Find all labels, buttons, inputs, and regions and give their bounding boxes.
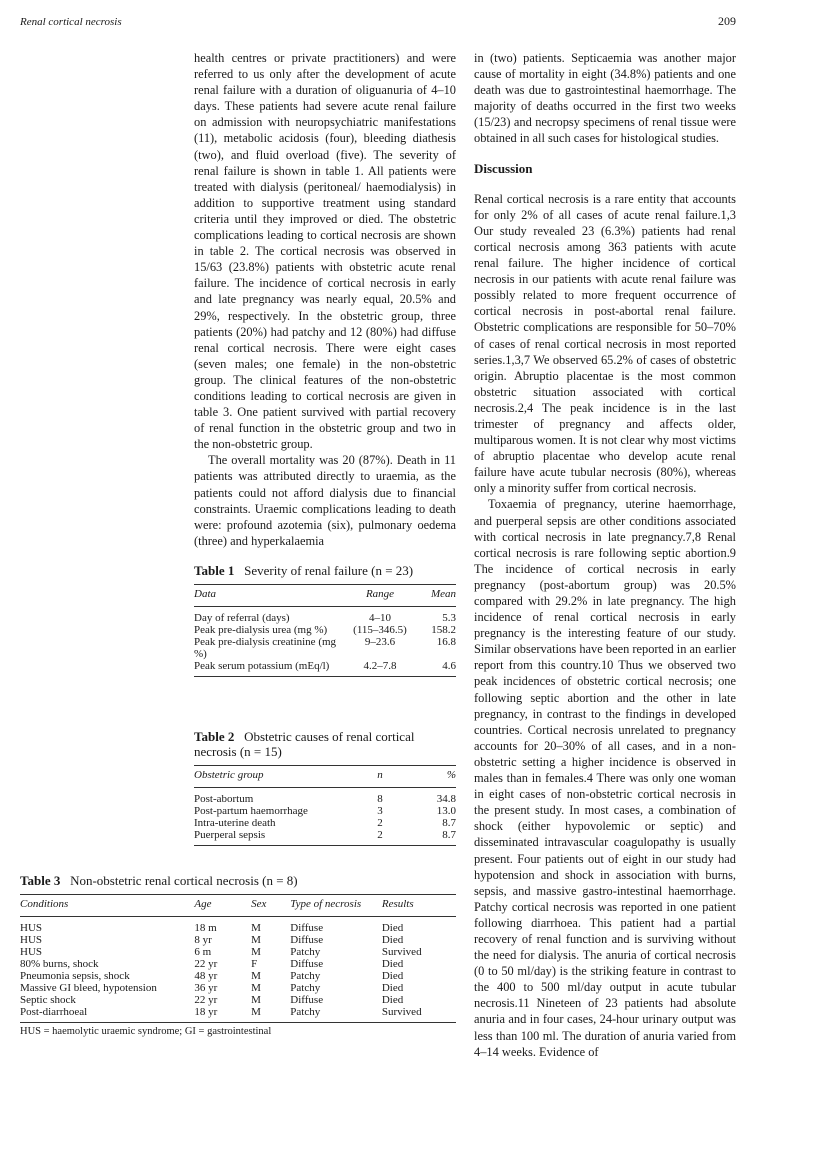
table-cell: M bbox=[251, 970, 261, 982]
body-paragraph: Toxaemia of pregnancy, uterine haemorrhage, and puerperal sepsis are other conditions associated with cortical necrosis in late pregnancy.7,8 Renal cortical necrosis is rare following septic abortion.9 The incidence of cortical necrosis in early pregnancy (post-abortum group) was 20.5% compared with 29.2% in late pregnancy. The high incidence of renal cortical necrosis in early pregnancy is the interesting feature of our study. Similar observations have been reported in an earlier report from this country.10 Thus we observed two peak incidences of obstetric cortical necrosis; one following septic abortion and the other in late pregnancy, in contrast to the findings in developed countries. Cortical necrosis unrelated to pregnancy accounts for 20–30% of all cases, and in a non-obstetric setting a higher incidence is observed in males than in females.4 There was only one woman in eight cases of non-obstetric cortical necrosis in the present study. In most cases, a combination of shock (either hypovolemic or septic) and disseminated intravascular coagulopathy is usually present. Four patients out of eight in our study had hypotension and shock in association with burns, sepsis, and massive gastro-intestinal haemorrhage. Patchy cortical necrosis was reported in one patient following diarrhoea. This patient had a partial recovery of renal function and is surviving without the need for dialysis. The anuria of cortical necrosis (0 to 50 ml/day) is the striking feature in contrast to the 400 to 500 ml/day output in acute tubular necrosis.11 Nineteen of 23 patients had absolute anuria and in four cases, 24-hour urinary output was less than 100 ml. The duration of anuria varied from 4–14 weeks. Evidence of bbox=[474, 497, 736, 1059]
table-label: Table 2 bbox=[194, 729, 235, 744]
table-cell: Diffuse bbox=[290, 934, 324, 946]
table-cell: 22 yr bbox=[194, 994, 218, 1006]
table-cell: Patchy bbox=[290, 1006, 382, 1023]
table-caption-text: Non-obstetric renal cortical necrosis (n = 8) bbox=[70, 873, 298, 888]
table-cell: 18 m bbox=[194, 922, 217, 934]
table-row bbox=[20, 934, 456, 946]
table-cell: 5.3 bbox=[442, 612, 456, 624]
table-cell: Diffuse bbox=[290, 922, 324, 934]
table-cell: (115–346.5) bbox=[353, 624, 407, 636]
table-row bbox=[20, 958, 456, 970]
table-cell: 8 bbox=[377, 793, 383, 805]
table-header-cell: % bbox=[404, 766, 456, 788]
table-caption-text: Severity of renal failure (n = 23) bbox=[244, 563, 414, 578]
table-header-cell: Range bbox=[346, 585, 414, 607]
table-cell: 3 bbox=[377, 805, 383, 817]
table-cell: 80% burns, shock bbox=[20, 958, 99, 970]
table-cell: Patchy bbox=[290, 970, 321, 982]
table-cell: 4.6 bbox=[414, 660, 456, 677]
table-row bbox=[194, 788, 456, 806]
table-cell: F bbox=[251, 958, 258, 970]
table-cell: HUS bbox=[20, 946, 43, 958]
table-cell: 36 yr bbox=[194, 982, 218, 994]
table-cell: Survived bbox=[381, 946, 422, 958]
table-1 bbox=[194, 563, 456, 677]
table-2-caption bbox=[194, 729, 456, 759]
table-cell: Peak serum potassium (mEq/l) bbox=[194, 660, 346, 677]
table-cell: HUS bbox=[20, 922, 43, 934]
table-cell: 8 yr bbox=[194, 934, 212, 946]
table-cell: Diffuse bbox=[290, 958, 324, 970]
table-row bbox=[20, 970, 456, 982]
table-header-cell: Obstetric group bbox=[194, 766, 356, 788]
table-cell: Peak pre-dialysis creatinine (mg %) bbox=[194, 636, 337, 660]
table-2-grid bbox=[194, 765, 456, 846]
table-cell: M bbox=[251, 934, 261, 946]
table-cell: Septic shock bbox=[20, 994, 76, 1006]
table-cell: 16.8 bbox=[436, 636, 456, 648]
table-cell: Puerperal sepsis bbox=[194, 829, 356, 846]
table-row bbox=[194, 636, 456, 660]
table-cell: Died bbox=[381, 994, 404, 1006]
left-column bbox=[194, 50, 456, 549]
table-cell: 22 yr bbox=[194, 958, 218, 970]
table-cell: Post-abortum bbox=[194, 793, 254, 805]
table-cell: Peak pre-dialysis urea (mg %) bbox=[194, 624, 328, 636]
table-3-caption bbox=[20, 873, 456, 888]
table-row bbox=[20, 1006, 456, 1023]
table-cell: 6 m bbox=[194, 946, 212, 958]
section-heading-discussion: Discussion bbox=[474, 160, 533, 176]
table-cell: Died bbox=[381, 922, 404, 934]
table-cell: 18 yr bbox=[194, 1006, 251, 1023]
table-1-caption bbox=[194, 563, 456, 578]
table-cell: M bbox=[251, 994, 261, 1006]
table-cell: Massive GI bleed, hypotension bbox=[20, 982, 157, 994]
table-1-grid bbox=[194, 584, 456, 677]
table-cell: Day of referral (days) bbox=[194, 612, 290, 624]
body-paragraph: health centres or private practitioners) and were referred to us only after the development of acute renal failure with a duration of oliguanuria of 4–10 days. These patients had severe acute renal failure on admission with neuropsychiatric manifestations (11), metabolic acidosis (four), bleeding diathesis (two), and fluid overload (five). The severity of renal failure is shown in table 1. All patients were treated with dialysis (peritoneal/ haemodialysis) in addition to supportive treatment using standard criteria until they improved or died. The obstetric complications leading to cortical necrosis are shown in table 2. The cortical necrosis was observed in 15/63 (23.8%) patients with obstetric acute renal failure. The incidence of cortical necrosis in early and late pregnancy was nearly equal, 20.5% and 29%, respectively. In the obstetric group, three patients (20%) had patchy and 12 (80%) had diffuse renal cortical necrosis. There were eight cases (seven males; one female) in the non-obstetric group. The clinical features of the non-obstetric conditions leading to cortical necrosis are given in table 3. One patient survived with partial recovery of renal function in the obstetric group and two in the non-obstetric group. bbox=[194, 51, 456, 452]
table-cell: Post-diarrhoeal bbox=[20, 1006, 194, 1023]
table-row bbox=[194, 817, 456, 829]
table-row bbox=[20, 982, 456, 994]
table-3-grid bbox=[20, 894, 456, 1023]
table-cell: Survived bbox=[382, 1006, 456, 1023]
table-cell: Diffuse bbox=[290, 994, 324, 1006]
body-paragraph: in (two) patients. Septicaemia was another major cause of mortality in eight (34.8%) patients and one death was due to gastrointestinal haemorrhage. The majority of deaths occurred in the first two weeks (15/23) and necropsy specimens of renal tissue were obtained in all such cases for histological studies. bbox=[474, 51, 736, 146]
table-header-cell: Mean bbox=[414, 585, 456, 607]
table-header-cell: Sex bbox=[251, 895, 290, 917]
table-cell: 4–10 bbox=[369, 612, 391, 624]
table-cell: 9–23.6 bbox=[364, 636, 396, 648]
table-row bbox=[194, 805, 456, 817]
table-row bbox=[194, 607, 456, 625]
table-row bbox=[194, 829, 456, 846]
table-header-cell: n bbox=[356, 766, 403, 788]
table-row bbox=[194, 624, 456, 636]
table-header-cell: Results bbox=[382, 895, 456, 917]
table-3-footnote: HUS = haemolytic uraemic syndrome; GI = gastrointestinal bbox=[20, 1026, 272, 1037]
table-3 bbox=[20, 873, 456, 1038]
table-cell: Died bbox=[381, 970, 404, 982]
table-cell: 4.2–7.8 bbox=[346, 660, 414, 677]
table-cell: Patchy bbox=[290, 946, 321, 958]
table-caption-text: Obstetric causes of renal cortical necrosis (n = 15) bbox=[194, 729, 415, 759]
running-head: Renal cortical necrosis bbox=[20, 16, 122, 28]
table-cell: M bbox=[251, 1006, 290, 1023]
table-cell: M bbox=[251, 946, 261, 958]
page-number: 209 bbox=[718, 14, 736, 28]
table-cell: 48 yr bbox=[194, 970, 218, 982]
table-cell: M bbox=[251, 982, 261, 994]
table-cell: Died bbox=[381, 934, 404, 946]
table-header-cell: Age bbox=[194, 895, 251, 917]
table-cell: Pneumonia sepsis, shock bbox=[20, 970, 130, 982]
table-cell: Patchy bbox=[290, 982, 321, 994]
table-cell: 158.2 bbox=[431, 624, 456, 636]
table-row bbox=[20, 994, 456, 1006]
table-cell: 8.7 bbox=[404, 829, 456, 846]
table-cell: HUS bbox=[20, 934, 43, 946]
table-cell: 13.0 bbox=[436, 805, 456, 817]
body-paragraph: Renal cortical necrosis is a rare entity that accounts for only 2% of all cases of acute renal failure.1,3 Our study revealed 23 (6.3%) patients had renal cortical necrosis among 363 patients with acute renal failure. The higher incidence of cortical necrosis in our patients with acute renal failure was possibly related to more frequent occurrence of cortical necrosis in post-abortal renal failure. Obstetric complications are responsible for 50–70% of cases of renal cortical necrosis in most reported series.1,3,7 We observed 65.2% of cases of obstetric origin. Abruptio placentae is the most common obstetric situation associated with cortical necrosis.2,4 The peak incidence is in the last trimester of pregnancy and affects older, multiparous women. It is not clear why most victims of abruptio placentae who develop acute renal failure have acute tubular necrosis (80%), whereas only a minority suffer from cortical necrosis. bbox=[474, 191, 736, 496]
table-cell: Died bbox=[381, 982, 404, 994]
table-cell: 2 bbox=[356, 829, 403, 846]
table-cell: Post-partum haemorrhage bbox=[194, 805, 308, 817]
table-label: Table 1 bbox=[194, 563, 235, 578]
right-column bbox=[474, 50, 736, 1060]
table-cell: 34.8 bbox=[436, 793, 456, 805]
body-paragraph: The overall mortality was 20 (87%). Death in 11 patients was attributed directly to uraemia, as the patients could not afford dialysis due to financial constraints. Uraemic complications leading to death were: profound azotemia (six), pulmonary oedema (three) and hyperkalaemia bbox=[194, 453, 456, 548]
table-header-cell: Data bbox=[194, 585, 346, 607]
table-cell: Intra-uterine death bbox=[194, 817, 276, 829]
table-row bbox=[194, 660, 456, 677]
table-cell: 2 bbox=[377, 817, 383, 829]
table-row bbox=[20, 946, 456, 958]
table-header-cell: Type of necrosis bbox=[290, 895, 382, 917]
table-2 bbox=[194, 729, 456, 846]
table-label: Table 3 bbox=[20, 873, 61, 888]
table-cell: M bbox=[251, 922, 261, 934]
table-cell: Died bbox=[381, 958, 404, 970]
table-header-cell: Conditions bbox=[20, 895, 194, 917]
table-row bbox=[20, 917, 456, 935]
table-cell: 8.7 bbox=[442, 817, 456, 829]
